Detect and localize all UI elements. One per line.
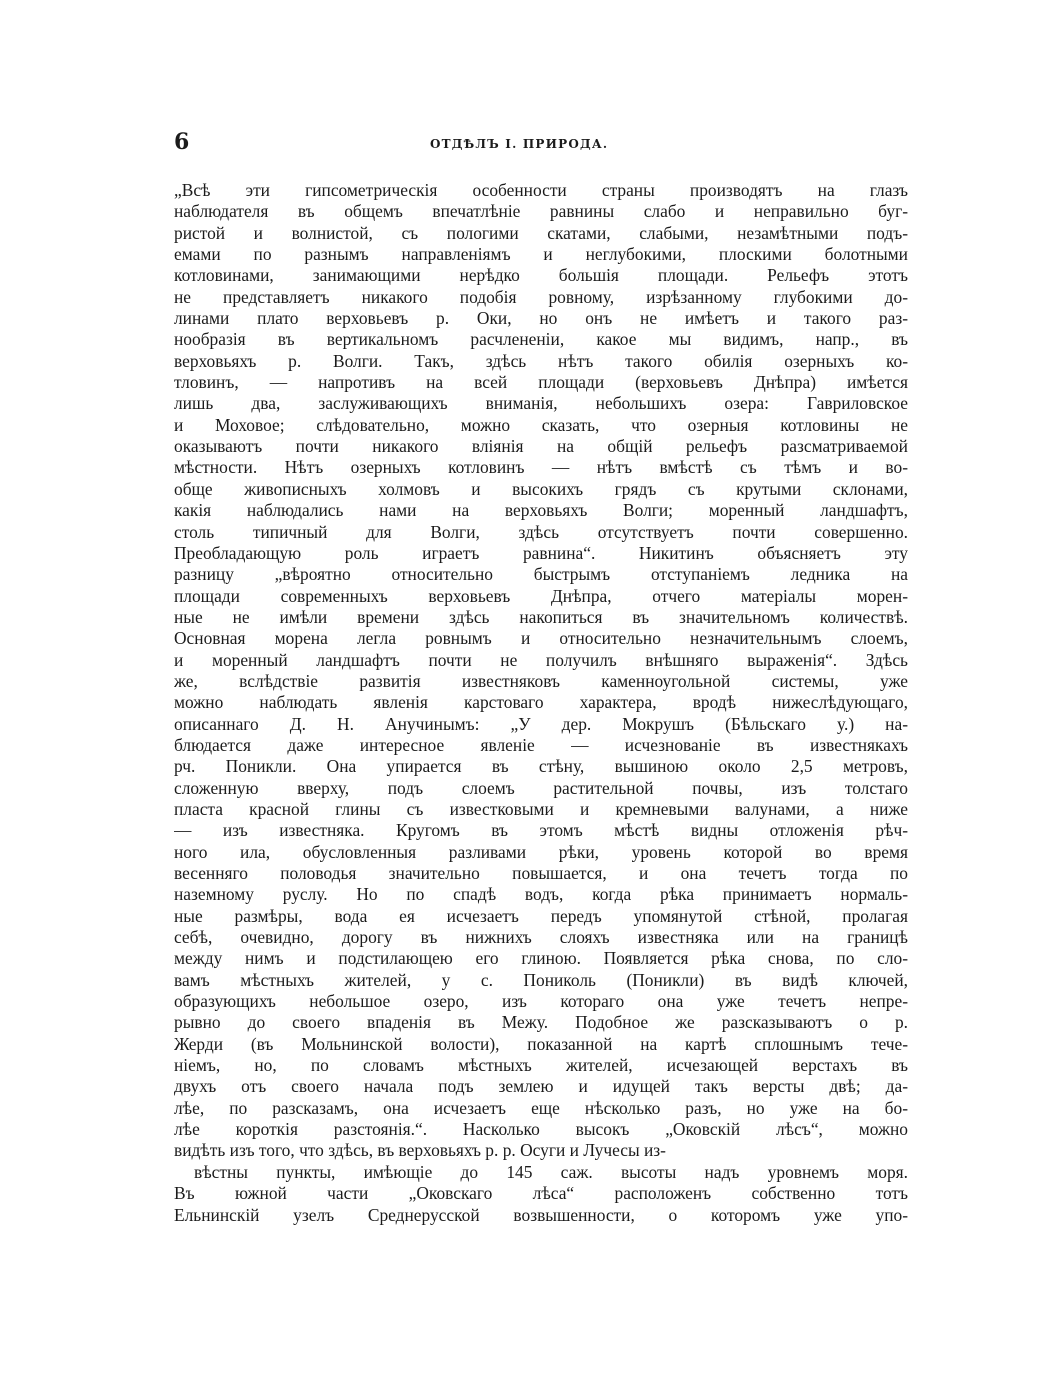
text-line: площади современныхъ верховьевъ Днѣпра, отчего матеріалы морен- <box>174 585 908 606</box>
text-line: Основная морена легла ровнымъ и относительно незначительнымъ слоемъ, <box>174 628 908 649</box>
text-line: верховьяхъ р. Волги. Такъ, здѣсь нѣтъ такого обилія озерныхъ ко- <box>174 350 908 371</box>
text-line: емами по разнымъ направленіямъ и неглубокими, плоскими болотными <box>174 244 908 265</box>
text-line: ные размѣры, вода ея исчезаетъ передъ упомянутой стѣной, пролагая <box>174 905 908 926</box>
text-line: вѣстны пункты, имѣющіе до 145 саж. высоты надъ уровнемъ моря. <box>194 1161 908 1182</box>
text-line: себѣ, очевидно, дорогу въ нижнихъ слояхъ известняка или на границѣ <box>174 927 908 948</box>
text-line: столь типичный для Волги, здѣсь отсутствуетъ почти совершенно. <box>174 521 908 542</box>
text-line: наземному руслу. Но по спадѣ водъ, когда рѣка принимаетъ нормаль- <box>174 884 908 905</box>
text-line: „Всѣ эти гипсометрическія особенности страны производятъ на глазъ <box>174 180 908 200</box>
text-line: двухъ отъ своего начала подъ землею и идущей такъ версты двѣ; да- <box>174 1076 908 1097</box>
text-line: разницу „вѣроятно относительно быстрымъ отступаніемъ ледника на <box>174 564 908 585</box>
text-line: нообразія въ вертикальномъ расчлененіи, какое мы видимъ, напр., въ <box>174 329 908 350</box>
text-line: лѣе, по разсказамъ, она исчезаетъ еще нѣсколько разъ, но уже на бо- <box>174 1097 908 1118</box>
text-line: сложенную вверху, подъ слоемъ растительной почвы, изъ толстаго <box>174 777 908 798</box>
text-line: какія наблюдались нами на верховьяхъ Волги; моренный ландшафтъ, <box>174 500 908 521</box>
text-line: лишь два, заслуживающихъ вниманія, небольшихъ озера: Гавриловское <box>174 393 908 414</box>
text-line: и моренный ландшафтъ почти не получилъ внѣшняго выраженія“. Здѣсь <box>174 649 908 670</box>
text-line: блюдается даже интересное явленіе — исчезнованіе въ известнякахъ <box>174 734 908 755</box>
page-number: 6 <box>174 129 190 155</box>
text-line: Въ южной части „Оковскаго лѣса“ расположенъ собственно тотъ <box>174 1183 908 1204</box>
text-line: описаннаго Д. Н. Анучинымъ: „У дер. Мокрушъ (Бѣльскаго у.) на- <box>174 713 908 734</box>
text-line: Ельнинскій узелъ Среднерусской возвышенности, о которомъ уже упо- <box>174 1204 908 1225</box>
text-line: между нимъ и подстилающею его глиною. Появляется рѣка снова, по сло- <box>174 948 908 969</box>
text-line: ристой и волнистой, съ пологими скатами, слабыми, незамѣтными подъ- <box>174 222 908 243</box>
page-header <box>174 126 910 166</box>
text-line: оказываютъ почти никакого вліянія на общій рельефъ разсматриваемой <box>174 436 908 457</box>
text-line: пласта красной глины съ известковыми и кремневыми валунами, а ниже <box>174 798 908 819</box>
running-head: ОТДѢЛЪ I. ПРИРОДА. <box>430 137 609 151</box>
text-line: можно наблюдать явленія карстоваго характера, вродѣ нижеслѣдующаго, <box>174 692 908 713</box>
text-line: рч. Поникли. Она упирается въ стѣну, вышиною около 2,5 метровъ, <box>174 756 908 777</box>
text-line: рывно до своего впаденія въ Межу. Подобное же разсказываютъ о р. <box>174 1012 908 1033</box>
main-text <box>174 180 908 1226</box>
text-line: вамъ мѣстныхъ жителей, у с. Пониколь (Поникли) въ видѣ ключей, <box>174 969 908 990</box>
text-line: и Моховое; слѣдовательно, можно сказать, что озерныя котловины не <box>174 414 908 435</box>
text-line: Жерди (въ Мольнинской волости), показанной на картѣ сплошнымъ тече- <box>174 1033 908 1054</box>
text-line: Преобладающую роль играетъ равнина“. Никитинъ объясняетъ эту <box>174 542 908 563</box>
text-line: линами плато верховьевъ р. Оки, но онъ не имѣетъ и такого раз- <box>174 308 908 329</box>
text-line: же, вслѣдствіе развитія известняковъ каменноугольной системы, уже <box>174 670 908 691</box>
text-line: обще живописныхъ холмовъ и высокихъ грядъ съ крутыми склонами, <box>174 478 908 499</box>
text-line: не представляетъ никакого подобія ровному, изрѣзанному глубокими до- <box>174 286 908 307</box>
text-line: котловинами, занимающими нерѣдко большія площади. Рельефъ этотъ <box>174 265 908 286</box>
text-line: весенняго половодья значительно повышается, и она течетъ тогда по <box>174 863 908 883</box>
text-line: ніемъ, но, по словамъ мѣстныхъ жителей, исчезающей верстахъ въ <box>174 1055 908 1076</box>
text-line: — изъ известняка. Кругомъ въ этомъ мѣстѣ видны отложенія рѣч- <box>174 820 908 841</box>
text-line: образующихъ небольшое озеро, изъ котораго она уже течетъ непре- <box>174 991 908 1012</box>
text-line: мѣстности. Нѣтъ озерныхъ котловинъ — нѣтъ вмѣстѣ съ тѣмъ и во- <box>174 457 908 478</box>
text-line: лѣе короткія разстоянія.“. Насколько высокъ „Оковскій лѣсъ“, можно <box>174 1119 908 1140</box>
text-line: видѣть изъ того, что здѣсь, въ верховьяхъ р. р. Осуги и Лучесы из- <box>174 1140 666 1161</box>
text-line: ные не имѣли времени здѣсь накопиться въ значительномъ количествѣ. <box>174 606 908 627</box>
text-line: наблюдателя въ общемъ впечатлѣніе равнины слабо и неправильно буг- <box>174 201 908 222</box>
text-line: ного ила, обусловленныя разливами рѣки, уровень которой во время <box>174 841 908 862</box>
text-line: тловинъ, — напротивъ на всей площади (верховьевъ Днѣпра) имѣется <box>174 372 908 393</box>
